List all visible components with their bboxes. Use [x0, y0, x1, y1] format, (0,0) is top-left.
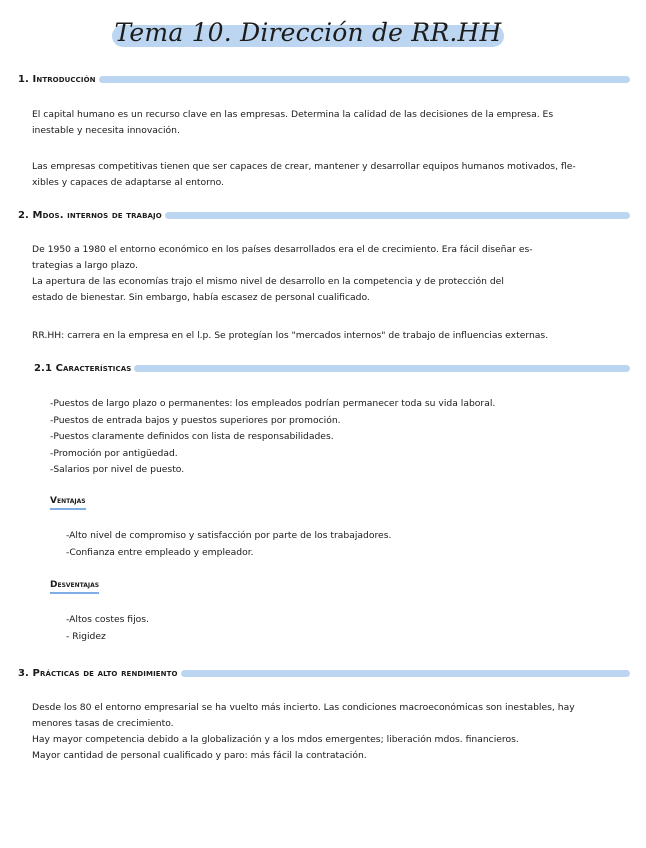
- desventajas-label: Desventajas: [50, 580, 99, 594]
- list-item: -Puestos de largo plazo o permanentes: los empleados podrían permanecer toda su vida laboral.: [50, 398, 496, 409]
- text-line: menores tasas de crecimiento.: [32, 718, 174, 729]
- section-highlight-bar: [181, 670, 630, 677]
- text-line: inestable y necesita innovación.: [32, 125, 180, 136]
- section-heading-alto-rendimiento: [18, 666, 630, 680]
- section-heading-introduccion: [18, 72, 630, 86]
- list-item: -Puestos de entrada bajos y puestos superiores por promoción.: [50, 414, 341, 426]
- list-item: -Promoción por antigüedad.: [50, 447, 178, 459]
- text-line: Las empresas competitivas tienen que ser capaces de crear, mantener y desarrollar equipos humanos motivados, fle-: [32, 161, 576, 172]
- text-line: De 1950 a 1980 el entorno económico en los países desarrollados era el de crecimiento. Era fácil diseñar es-: [32, 244, 533, 255]
- paragraph-entorno-incierto: [32, 700, 616, 764]
- section-heading-label: 2.1 Características: [34, 362, 132, 374]
- list-item: -Confianza entre empleado y empleador.: [66, 546, 254, 558]
- text-line: estado de bienestar. Sin embargo, había escasez de personal cualificado.: [32, 292, 370, 303]
- ventajas-list: [66, 528, 391, 561]
- list-item: -Altos costes fijos.: [66, 614, 149, 625]
- ventajas-label: Ventajas: [50, 496, 86, 510]
- section-highlight-bar: [134, 365, 630, 372]
- list-item: -Puestos claramente definidos con lista de responsabilidades.: [50, 431, 334, 442]
- list-item: - Rigidez: [66, 630, 106, 642]
- text-line: El capital humano es un recurso clave en las empresas. Determina la calidad de las decisiones de la empresa. Es: [32, 109, 554, 120]
- paragraph-entorno-economico: [32, 242, 616, 306]
- section-heading-label: 2. Mdos. internos de trabajo: [18, 209, 162, 221]
- text-line: trategias a largo plazo.: [32, 260, 138, 271]
- text-line: RR.HH: carrera en la empresa en el l.p. Se protegían los "mercados internos" de trabajo de influencias externas.: [32, 330, 549, 341]
- text-line: xibles y capaces de adaptarse al entorno.: [32, 177, 224, 188]
- text-line: Mayor cantidad de personal cualificado y paro: más fácil la contratación.: [32, 750, 367, 761]
- section-heading-mercados-internos: [18, 208, 630, 222]
- section-heading-caracteristicas: [34, 361, 630, 375]
- section-highlight-bar: [99, 76, 630, 83]
- paragraph-empresas-competitivas: [32, 159, 616, 191]
- page-title: Tema 10. Dirección de RR.HH: [114, 18, 502, 47]
- section-heading-label: 3. Prácticas de alto rendimiento: [18, 667, 178, 679]
- caracteristicas-list: [50, 396, 495, 479]
- section-heading-label: 1. Introducción: [18, 73, 96, 85]
- page-title-block: [112, 20, 504, 50]
- text-line: La apertura de las economías trajo el mismo nivel de desarrollo en la competencia y de protección del: [32, 276, 504, 287]
- text-line: Hay mayor competencia debido a la globalización y a los mdos emergentes; liberación mdos. financieros.: [32, 734, 519, 745]
- section-highlight-bar: [165, 212, 630, 219]
- paragraph-capital-humano: [32, 107, 616, 139]
- desventajas-list: [66, 612, 149, 645]
- paragraph-rrhh-carrera: [32, 328, 616, 344]
- list-item: -Salarios por nivel de puesto.: [50, 464, 185, 475]
- text-line: Desde los 80 el entorno empresarial se ha vuelto más incierto. Las condiciones macroeconómicas son inestables, hay: [32, 702, 575, 713]
- list-item: -Alto nivel de compromiso y satisfacción por parte de los trabajadores.: [66, 530, 392, 541]
